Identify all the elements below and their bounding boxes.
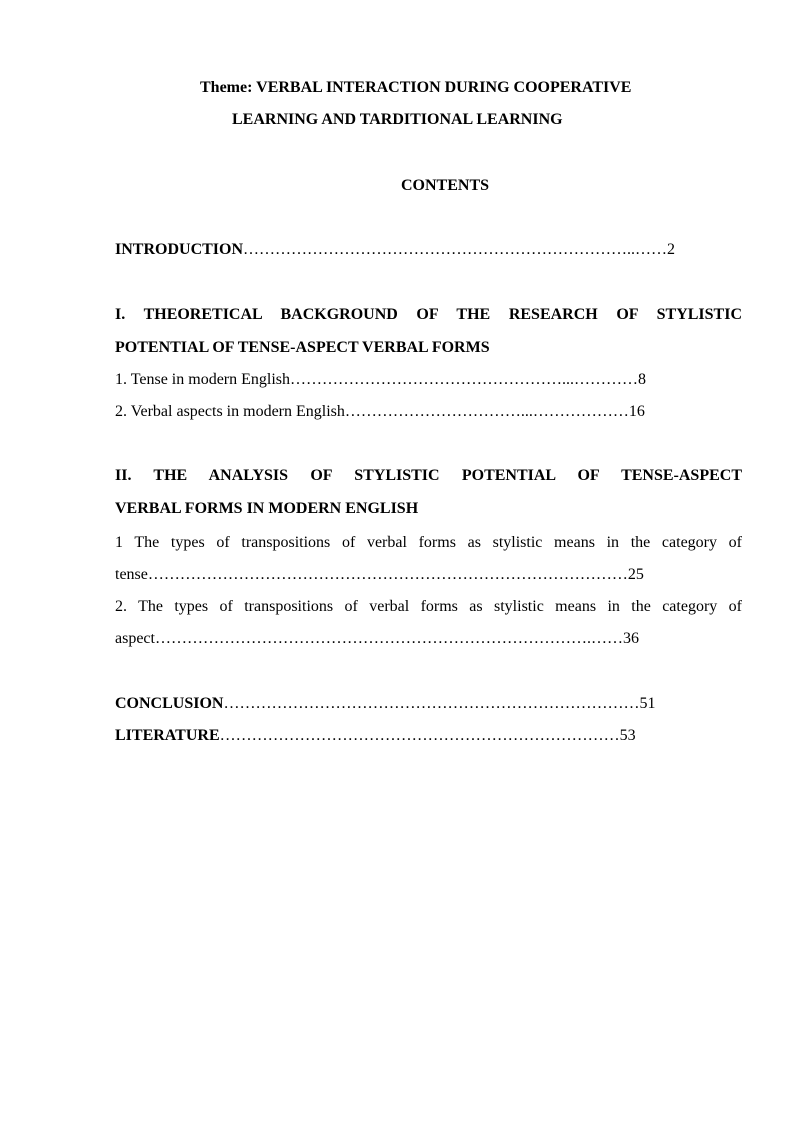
part1-heading-line-2: POTENTIAL OF TENSE-ASPECT VERBAL FORMS xyxy=(115,339,490,356)
contents-heading: CONTENTS xyxy=(401,177,490,194)
toc-label: INTRODUCTION xyxy=(115,241,244,258)
toc-label: aspect xyxy=(115,630,155,647)
toc-label: tense xyxy=(115,566,148,583)
toc-page-number: 25 xyxy=(627,566,644,583)
toc-label: LITERATURE xyxy=(115,727,220,744)
document-title-line-2: LEARNING AND TARDITIONAL LEARNING xyxy=(232,111,563,128)
toc-entry-part2-item-1-line-1: 1 The types of transpositions of verbal forms as stylistic means in the category of xyxy=(115,534,742,551)
toc-entry-part1-item-1 xyxy=(115,370,646,390)
toc-leader: ……………………………………………………………………….…… xyxy=(154,630,623,647)
toc-page-number: 16 xyxy=(628,403,645,420)
toc-leader: ………………………………………………………………..…… xyxy=(243,241,668,258)
toc-label: CONCLUSION xyxy=(115,695,224,712)
toc-page-number: 36 xyxy=(622,630,639,647)
toc-leader: ……………………………………………...………… xyxy=(290,371,639,388)
toc-page-number: 53 xyxy=(619,727,636,744)
toc-leader: ……………………………...……………… xyxy=(344,403,629,420)
toc-label: 1. Tense in modern English xyxy=(115,371,291,388)
part2-heading-line-1: II. THE ANALYSIS OF STYLISTIC POTENTIAL OF TENSE-ASPECT xyxy=(115,467,742,484)
toc-entry-introduction xyxy=(115,240,675,260)
toc-entry-part2-item-2-line-2 xyxy=(115,629,639,649)
toc-label: 2. Verbal aspects in modern English xyxy=(115,403,345,420)
toc-leader: ………………………………………………………………… xyxy=(219,727,620,744)
toc-entry-literature xyxy=(115,726,636,746)
toc-entry-part1-item-2 xyxy=(115,402,645,422)
toc-page-number: 8 xyxy=(638,371,647,388)
toc-entry-part2-item-2-line-1: 2. The types of transpositions of verbal forms as stylistic means in the category of xyxy=(115,598,742,615)
part1-heading-line-1: I. THEORETICAL BACKGROUND OF THE RESEARCH OF STYLISTIC xyxy=(115,306,742,323)
toc-entry-part2-item-1-line-2 xyxy=(115,565,644,585)
toc-leader: ……………………………………………………………………………… xyxy=(147,566,628,583)
toc-page-number: 2 xyxy=(667,241,676,258)
toc-page-number: 51 xyxy=(639,695,656,712)
toc-leader: …………………………………………………………………… xyxy=(223,695,640,712)
document-title-line-1: Theme: VERBAL INTERACTION DURING COOPERATIVE xyxy=(200,79,632,96)
toc-entry-conclusion xyxy=(115,694,655,714)
part2-heading-line-2: VERBAL FORMS IN MODERN ENGLISH xyxy=(115,500,419,517)
